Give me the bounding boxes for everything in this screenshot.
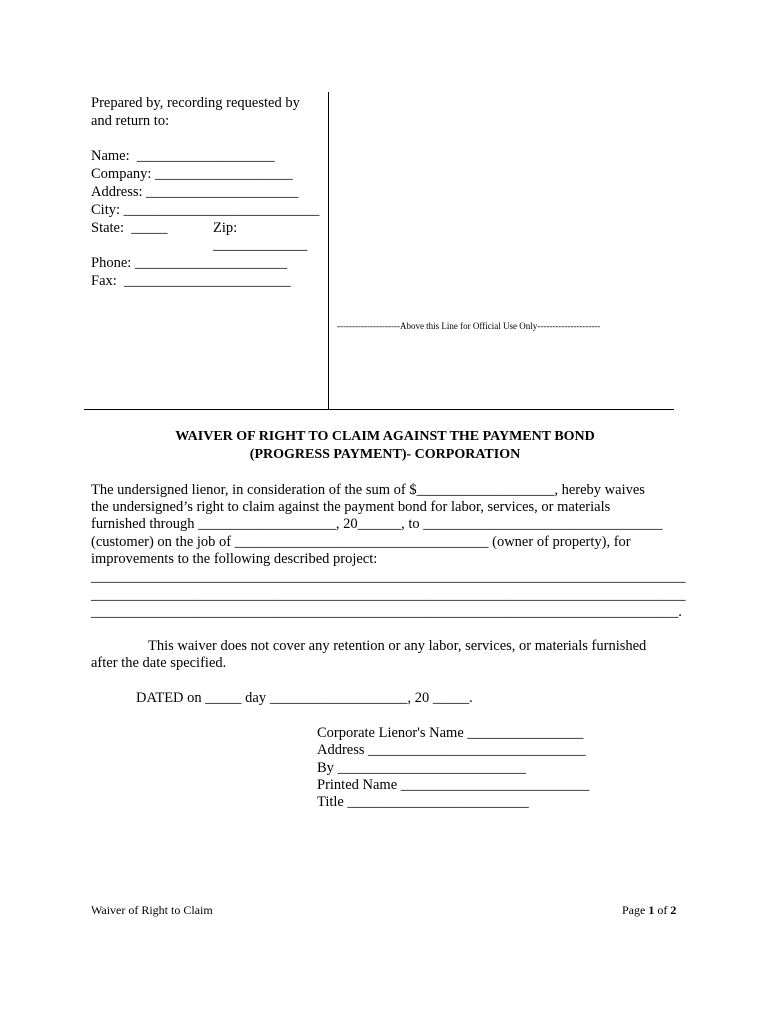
body-p2-line1: This waiver does not cover any retention or any labor, services, or materials furnished xyxy=(148,638,647,654)
body-p1-line4: (customer) on the job of ___________________________________ (owner of property), for xyxy=(91,534,631,550)
name-field: Name: ___________________ xyxy=(91,148,275,164)
company-field: Company: ___________________ xyxy=(91,166,293,182)
printed-name-field: Printed Name __________________________ xyxy=(317,777,590,793)
page-current: 1 xyxy=(648,903,655,917)
zip-label: Zip: xyxy=(213,220,238,236)
official-use-line: ---------------------Above this Line for Official Use Only--------------------- xyxy=(337,321,601,331)
body-p2-line2: after the date specified. xyxy=(91,655,227,671)
phone-field: Phone: _____________________ xyxy=(91,255,288,271)
project-blank-line2: __________________________________________________________________________________ xyxy=(91,587,686,603)
document-title-line2: (PROGRESS PAYMENT)- CORPORATION xyxy=(249,447,521,462)
project-blank-line1: __________________________________________________________________________________ xyxy=(91,569,686,585)
footer-document-name: Waiver of Right to Claim xyxy=(91,903,213,917)
dated-line: DATED on _____ day ___________________, 20 _____. xyxy=(136,690,473,706)
document-title-line1: WAIVER OF RIGHT TO CLAIM AGAINST THE PAYMENT BOND xyxy=(175,429,595,444)
page-label: Page xyxy=(622,903,649,917)
body-p1-line2: the undersigned’s right to claim against the payment bond for labor, services, or materials xyxy=(91,499,611,515)
lienor-name-field: Corporate Lienor's Name ________________ xyxy=(317,725,584,741)
signature-address-field: Address ______________________________ xyxy=(317,742,586,758)
body-p1-line3: furnished through ___________________, 20______, to _________________________________ xyxy=(91,516,663,532)
signature-title-field: Title _________________________ xyxy=(317,794,529,810)
address-field: Address: _____________________ xyxy=(91,184,299,200)
fax-field: Fax: _______________________ xyxy=(91,273,291,289)
page-number xyxy=(622,902,676,918)
zip-blank: _____________ xyxy=(213,237,308,253)
header-divider-vertical xyxy=(328,92,329,410)
prepared-by-line2: and return to: xyxy=(91,113,170,129)
prepared-by-line1: Prepared by, recording requested by xyxy=(91,95,300,111)
project-blank-line3: _________________________________________________________________________________. xyxy=(91,604,682,620)
state-field: State: _____ xyxy=(91,220,168,236)
page-of-label: of xyxy=(654,903,671,917)
city-field: City: ___________________________ xyxy=(91,202,320,218)
signature-by-field: By __________________________ xyxy=(317,760,527,776)
body-p1-line1: The undersigned lienor, in consideration of the sum of $___________________, hereby waives xyxy=(91,482,645,498)
header-divider-horizontal xyxy=(84,409,674,410)
page-total: 2 xyxy=(670,903,677,917)
body-p1-line5: improvements to the following described project: xyxy=(91,551,378,567)
